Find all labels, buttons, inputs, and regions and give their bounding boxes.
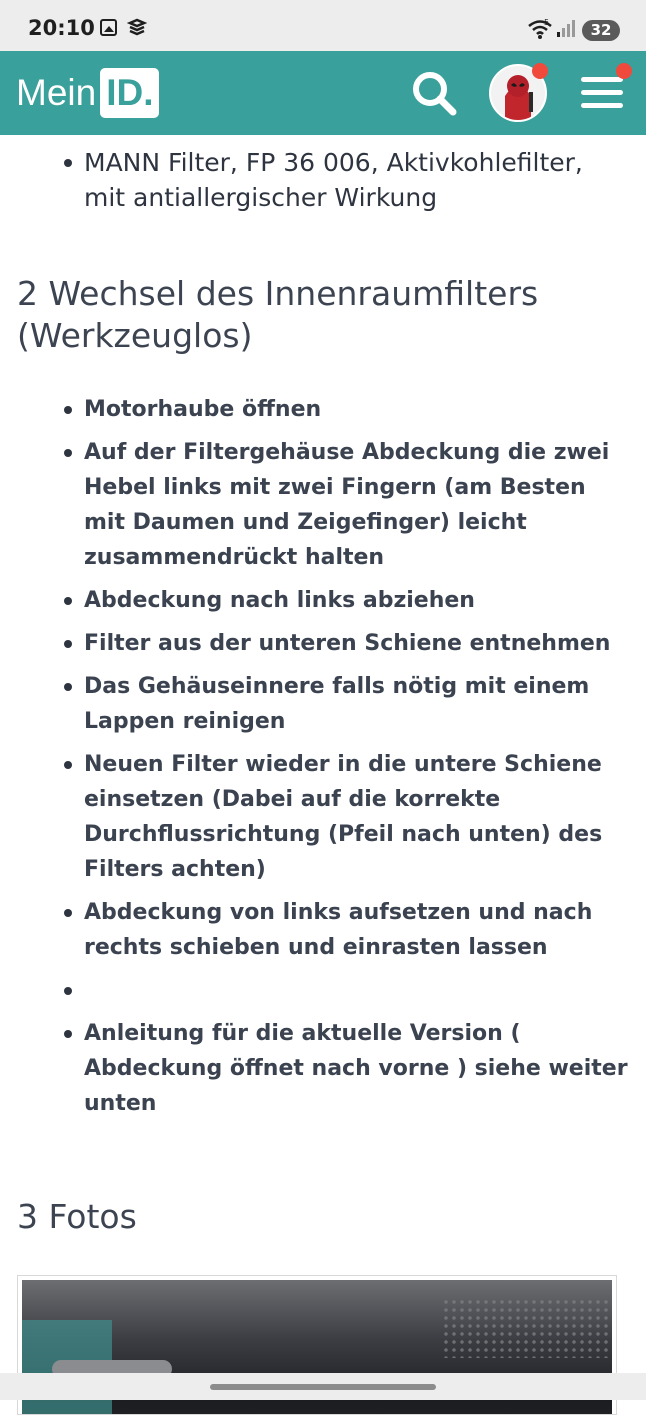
list-item: Anleitung für die aktuelle Version ( Abdeckung öffnet nach vorne ) siehe weiter unten — [0, 1016, 646, 1121]
section-heading-fotos: 3 Fotos — [17, 1197, 137, 1236]
menu-button[interactable] — [574, 51, 630, 135]
logo[interactable] — [16, 67, 159, 119]
list-item: MANN Filter, FP 36 006, Aktivkohlefilter, mit antiallergischer Wirkung — [0, 145, 646, 215]
list-item: Auf der Filtergehäuse Abdeckung die zwei Hebel links mit zwei Fingern (am Besten mit Daumen und Zeigefinger) leicht zusammendrückt halten — [0, 435, 646, 575]
gallery-icon — [100, 19, 117, 36]
photo-grille — [442, 1298, 612, 1358]
list-item: Filter aus der unteren Schiene entnehmen — [0, 626, 646, 661]
list-item: Neuen Filter wieder in die untere Schiene einsetzen (Dabei auf die korrekte Durchflussrichtung (Pfeil nach unten) des Filters achten) — [0, 747, 646, 887]
list-item: Abdeckung von links aufsetzen und nach rechts schieben und einrasten lassen — [0, 895, 646, 965]
hamburger-icon — [581, 75, 623, 111]
steps-list — [0, 392, 646, 1129]
battery-indicator: 32 — [582, 20, 620, 41]
avatar-notification-dot — [532, 63, 548, 79]
menu-notification-dot — [616, 63, 632, 79]
list-item — [0, 973, 646, 1008]
filter-list — [0, 145, 646, 215]
user-avatar-button[interactable] — [486, 51, 550, 135]
list-item: Das Gehäuseinnere falls nötig mit einem Lappen reinigen — [0, 669, 646, 739]
wifi-badge: 5 — [544, 18, 550, 27]
wifi-icon — [527, 18, 553, 44]
logo-text: Mein — [16, 72, 97, 113]
list-item: Motorhaube öffnen — [0, 392, 646, 427]
system-nav-bar — [0, 1373, 646, 1400]
search-button[interactable] — [408, 51, 460, 135]
list-item: Abdeckung nach links abziehen — [0, 583, 646, 618]
search-icon — [411, 70, 457, 116]
status-bar — [0, 0, 646, 51]
signal-icon — [556, 18, 576, 42]
site-header — [0, 51, 646, 135]
app-notification-icon — [127, 18, 147, 43]
logo-box: ID. — [100, 68, 159, 118]
status-time: 20:10 — [28, 16, 95, 40]
section-heading-wechsel: 2 Wechsel des Innenraumfilters (Werkzeuglos) — [17, 274, 539, 355]
home-gesture-handle[interactable] — [210, 1384, 436, 1390]
